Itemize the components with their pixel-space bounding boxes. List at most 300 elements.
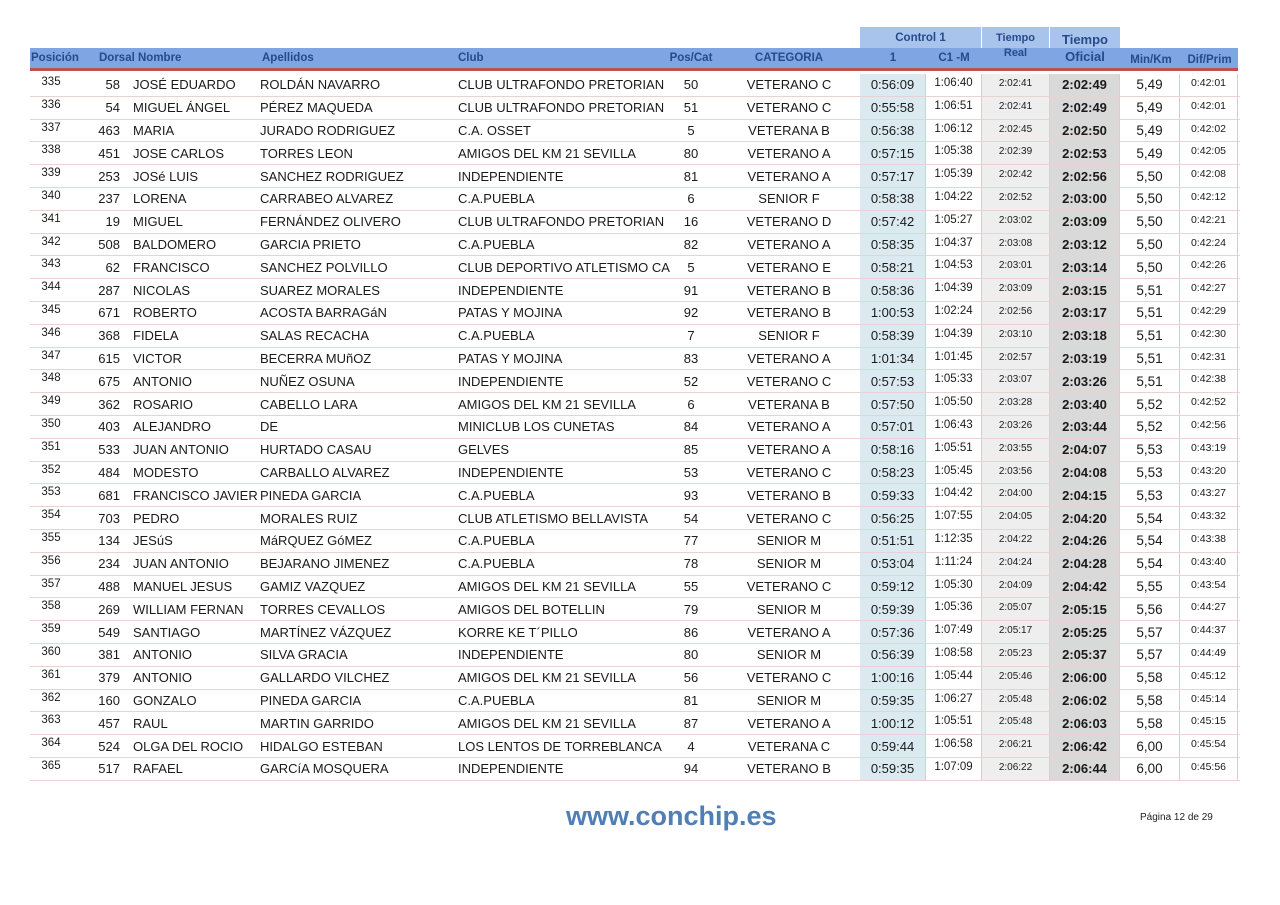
cell-dif-prim: 0:42:30: [1180, 325, 1238, 347]
cell-dorsal: 484: [98, 464, 120, 480]
cell-tiempo-oficial: 2:03:18: [1050, 325, 1120, 347]
cell-apellidos: MARTÍNEZ VÁZQUEZ: [260, 624, 392, 640]
cell-dif-prim: 0:42:21: [1180, 211, 1238, 233]
cell-dorsal: 463: [98, 122, 120, 138]
cell-c1m: 1:05:39: [926, 165, 982, 187]
cell-dorsal: 134: [98, 533, 120, 549]
cell-c1m: 1:05:36: [926, 598, 982, 620]
cell-control1: 0:56:09: [860, 74, 926, 96]
cell-tiempo-oficial: 2:06:42: [1050, 735, 1120, 757]
cell-tiempo-oficial: 2:06:02: [1050, 690, 1120, 712]
cell-control1: 0:58:23: [860, 462, 926, 484]
cell-dif-prim: 0:45:15: [1180, 712, 1238, 734]
cell-categoria: VETERANO A: [747, 168, 831, 184]
table-row: [30, 644, 1240, 667]
cell-apellidos: ROLDÁN NAVARRO: [260, 77, 381, 93]
cell-categoria: VETERANO A: [747, 624, 831, 640]
cell-c1m: 1:05:38: [926, 142, 982, 164]
cell-dorsal: 62: [105, 259, 120, 275]
cell-dif-prim: 0:44:37: [1180, 621, 1238, 643]
cell-min-km: 5,53: [1120, 462, 1180, 484]
tiempo-oficial-line1: Tiempo: [1062, 32, 1108, 47]
table-row: [30, 302, 1240, 325]
cell-nombre: RAUL: [133, 715, 168, 731]
cell-posicion: 347: [41, 349, 61, 362]
cell-club: CLUB ULTRAFONDO PRETORIAN: [458, 77, 665, 93]
cell-club: C.A.PUEBLA: [458, 191, 535, 207]
cell-posicion: 336: [41, 98, 61, 111]
column-header-min-km: Min/Km: [1130, 54, 1172, 66]
cell-dorsal: 362: [98, 396, 120, 412]
cell-apellidos: GARCIA PRIETO: [260, 236, 361, 252]
table-row: [30, 690, 1240, 713]
cell-posicion: 357: [41, 577, 61, 590]
cell-tiempo-oficial: 2:03:09: [1050, 211, 1120, 233]
cell-control1: 0:59:35: [860, 690, 926, 712]
cell-tiempo-oficial: 2:06:03: [1050, 712, 1120, 734]
cell-pos-cat: 5: [687, 259, 695, 275]
cell-club: INDEPENDIENTE: [458, 647, 564, 663]
cell-pos-cat: 16: [683, 214, 699, 230]
cell-pos-cat: 7: [687, 328, 695, 344]
cell-nombre: JUAN ANTONIO: [133, 556, 229, 572]
cell-pos-cat: 80: [683, 145, 699, 161]
cell-posicion: 351: [41, 440, 61, 453]
cell-club: CLUB ULTRAFONDO PRETORIAN: [458, 100, 665, 116]
cell-control1: 1:00:12: [860, 712, 926, 734]
cell-club: INDEPENDIENTE: [458, 373, 564, 389]
cell-control1: 0:57:01: [860, 416, 926, 438]
table-row: [30, 188, 1240, 211]
footer-website-link[interactable]: www.conchip.es: [566, 801, 777, 831]
cell-c1m: 1:05:27: [926, 211, 982, 233]
cell-nombre: PEDRO: [133, 510, 180, 526]
cell-pos-cat: 54: [683, 510, 699, 526]
cell-pos-cat: 6: [687, 396, 695, 412]
cell-dif-prim: 0:42:26: [1180, 256, 1238, 278]
cell-nombre: BALDOMERO: [133, 236, 217, 252]
cell-c1m: 1:08:58: [926, 644, 982, 666]
cell-c1m: 1:07:55: [926, 507, 982, 529]
cell-min-km: 5,53: [1120, 439, 1180, 461]
cell-dif-prim: 0:42:29: [1180, 302, 1238, 324]
cell-apellidos: HURTADO CASAU: [260, 442, 372, 458]
cell-nombre: ANTONIO: [133, 373, 192, 389]
cell-pos-cat: 4: [687, 738, 695, 754]
cell-tiempo-real: 2:05:48: [982, 712, 1050, 734]
cell-min-km: 5,57: [1120, 621, 1180, 643]
cell-categoria: VETERANO B: [747, 761, 831, 777]
cell-categoria: SENIOR M: [756, 647, 822, 663]
cell-categoria: VETERANO A: [747, 419, 831, 435]
cell-apellidos: SILVA GRACIA: [260, 647, 348, 663]
cell-tiempo-oficial: 2:05:15: [1050, 598, 1120, 620]
cell-min-km: 5,49: [1120, 142, 1180, 164]
cell-min-km: 5,49: [1120, 74, 1180, 96]
table-row: [30, 142, 1240, 165]
cell-c1m: 1:04:39: [926, 279, 982, 301]
cell-apellidos: FERNÁNDEZ OLIVERO: [260, 214, 401, 230]
cell-nombre: JESúS: [133, 533, 173, 549]
cell-dif-prim: 0:42:08: [1180, 165, 1238, 187]
table-row: [30, 279, 1240, 302]
table-row: [30, 735, 1240, 758]
cell-pos-cat: 80: [683, 647, 699, 663]
cell-apellidos: MáRQUEZ GóMEZ: [260, 533, 372, 549]
cell-pos-cat: 53: [683, 464, 699, 480]
cell-club: INDEPENDIENTE: [458, 464, 564, 480]
cell-nombre: JOSÉ EDUARDO: [133, 77, 236, 93]
tiempo-real-line2: Real: [1003, 47, 1028, 59]
cell-tiempo-real: 2:02:45: [982, 120, 1050, 142]
cell-nombre: SANTIAGO: [133, 624, 201, 640]
cell-min-km: 5,54: [1120, 553, 1180, 575]
cell-dorsal: 368: [98, 328, 120, 344]
table-row: [30, 234, 1240, 257]
cell-min-km: 5,56: [1120, 598, 1180, 620]
column-header-tiempo-real: [982, 27, 1049, 69]
cell-pos-cat: 93: [683, 487, 699, 503]
cell-apellidos: TORRES CEVALLOS: [260, 601, 386, 617]
cell-tiempo-oficial: 2:04:08: [1050, 462, 1120, 484]
cell-pos-cat: 55: [683, 578, 699, 594]
cell-tiempo-real: 2:05:17: [982, 621, 1050, 643]
cell-apellidos: SANCHEZ RODRIGUEZ: [260, 168, 404, 184]
table-row: [30, 348, 1240, 371]
cell-posicion: 335: [41, 76, 61, 88]
cell-control1: 0:57:17: [860, 165, 926, 187]
cell-categoria: VETERANO C: [746, 464, 832, 480]
cell-club: GELVES: [458, 442, 510, 458]
cell-categoria: VETERANA B: [748, 122, 830, 138]
cell-apellidos: SANCHEZ POLVILLO: [260, 259, 388, 275]
column-header-posicion: Posición: [31, 52, 79, 64]
cell-min-km: 5,50: [1120, 256, 1180, 278]
cell-c1m: 1:05:50: [926, 393, 982, 415]
cell-posicion: 365: [41, 759, 61, 772]
cell-dif-prim: 0:42:31: [1180, 348, 1238, 370]
cell-categoria: VETERANO A: [747, 236, 831, 252]
cell-dif-prim: 0:42:01: [1180, 74, 1238, 96]
table-row: [30, 120, 1240, 143]
cell-tiempo-real: 2:04:00: [982, 484, 1050, 506]
table-row: [30, 370, 1240, 393]
cell-categoria: VETERANO E: [747, 259, 831, 275]
cell-dif-prim: 0:43:54: [1180, 576, 1238, 598]
cell-tiempo-real: 2:02:56: [982, 302, 1050, 324]
cell-dif-prim: 0:45:14: [1180, 690, 1238, 712]
cell-club: C.A.PUEBLA: [458, 328, 535, 344]
cell-pos-cat: 77: [683, 533, 699, 549]
table-row: [30, 712, 1240, 735]
cell-tiempo-oficial: 2:02:56: [1050, 165, 1120, 187]
table-row: [30, 507, 1240, 530]
cell-pos-cat: 79: [683, 601, 699, 617]
cell-club: CLUB ULTRAFONDO PRETORIAN: [458, 214, 665, 230]
cell-c1m: 1:07:49: [926, 621, 982, 643]
cell-apellidos: HIDALGO ESTEBAN: [260, 738, 383, 754]
cell-c1m: 1:05:51: [926, 439, 982, 461]
table-row: [30, 74, 1240, 97]
column-header-tiempo-oficial: [1050, 27, 1120, 69]
cell-control1: 0:58:36: [860, 279, 926, 301]
cell-control1: 0:58:16: [860, 439, 926, 461]
cell-posicion: 349: [41, 395, 61, 408]
cell-tiempo-oficial: 2:03:26: [1050, 370, 1120, 392]
table-row: [30, 97, 1240, 120]
cell-tiempo-real: 2:02:39: [982, 142, 1050, 164]
cell-tiempo-oficial: 2:06:00: [1050, 667, 1120, 689]
cell-tiempo-real: 2:03:55: [982, 439, 1050, 461]
cell-club: AMIGOS DEL KM 21 SEVILLA: [458, 578, 636, 594]
cell-c1m: 1:04:22: [926, 188, 982, 210]
cell-dif-prim: 0:42:02: [1180, 120, 1238, 142]
cell-posicion: 359: [41, 623, 61, 636]
cell-nombre: ROBERTO: [133, 305, 197, 321]
cell-categoria: VETERANO C: [746, 100, 832, 116]
cell-dif-prim: 0:43:38: [1180, 530, 1238, 552]
cell-apellidos: SALAS RECACHA: [260, 328, 370, 344]
cell-c1m: 1:04:42: [926, 484, 982, 506]
cell-dif-prim: 0:42:01: [1180, 97, 1238, 119]
cell-apellidos: DE: [260, 419, 279, 435]
column-header-control1: 1: [889, 52, 897, 64]
cell-categoria: SENIOR M: [756, 556, 822, 572]
cell-dorsal: 19: [105, 214, 120, 230]
cell-dif-prim: 0:44:27: [1180, 598, 1238, 620]
cell-pos-cat: 87: [683, 715, 699, 731]
cell-pos-cat: 82: [683, 236, 699, 252]
cell-c1m: 1:12:35: [926, 530, 982, 552]
cell-tiempo-real: 2:03:08: [982, 234, 1050, 256]
cell-apellidos: ACOSTA BARRAGáN: [260, 305, 387, 321]
cell-nombre: ANTONIO: [133, 670, 192, 686]
cell-dorsal: 381: [98, 647, 120, 663]
cell-dorsal: 549: [98, 624, 120, 640]
cell-tiempo-real: 2:03:07: [982, 370, 1050, 392]
cell-dorsal: 253: [98, 168, 120, 184]
table-row: [30, 576, 1240, 599]
cell-categoria: SENIOR M: [756, 601, 822, 617]
cell-tiempo-oficial: 2:03:00: [1050, 188, 1120, 210]
cell-categoria: VETERANO A: [747, 715, 831, 731]
cell-dorsal: 54: [105, 100, 120, 116]
cell-dif-prim: 0:45:12: [1180, 667, 1238, 689]
cell-categoria: VETERANO C: [746, 77, 832, 93]
cell-tiempo-oficial: 2:05:37: [1050, 644, 1120, 666]
cell-control1: 0:56:25: [860, 507, 926, 529]
cell-pos-cat: 50: [683, 77, 699, 93]
cell-tiempo-real: 2:02:42: [982, 165, 1050, 187]
cell-pos-cat: 92: [683, 305, 699, 321]
cell-club: C.A.PUEBLA: [458, 556, 535, 572]
cell-categoria: VETERANO B: [747, 282, 831, 298]
cell-tiempo-real: 2:02:41: [982, 74, 1050, 96]
cell-posicion: 363: [41, 714, 61, 727]
table-row: [30, 667, 1240, 690]
cell-dif-prim: 0:45:54: [1180, 735, 1238, 757]
cell-categoria: VETERANO B: [747, 487, 831, 503]
cell-posicion: 342: [41, 235, 61, 248]
cell-dorsal: 703: [98, 510, 120, 526]
cell-tiempo-real: 2:05:48: [982, 690, 1050, 712]
table-row: [30, 462, 1240, 485]
cell-nombre: VICTOR: [133, 350, 182, 366]
cell-dif-prim: 0:42:24: [1180, 234, 1238, 256]
cell-posicion: 346: [41, 326, 61, 339]
cell-apellidos: GALLARDO VILCHEZ: [260, 670, 390, 686]
cell-tiempo-oficial: 2:04:28: [1050, 553, 1120, 575]
cell-tiempo-oficial: 2:06:44: [1050, 758, 1120, 780]
cell-tiempo-real: 2:03:26: [982, 416, 1050, 438]
cell-categoria: SENIOR M: [756, 692, 822, 708]
cell-dif-prim: 0:43:32: [1180, 507, 1238, 529]
cell-min-km: 5,50: [1120, 234, 1180, 256]
cell-control1: 0:51:51: [860, 530, 926, 552]
cell-apellidos: CABELLO LARA: [260, 396, 358, 412]
column-header-categoria: CATEGORIA: [754, 52, 824, 64]
cell-posicion: 355: [41, 531, 61, 544]
cell-categoria: VETERANO D: [746, 214, 832, 230]
cell-dorsal: 457: [98, 715, 120, 731]
table-row: [30, 530, 1240, 553]
cell-dorsal: 488: [98, 578, 120, 594]
cell-nombre: MIGUEL ÁNGEL: [133, 100, 231, 116]
cell-tiempo-real: 2:04:22: [982, 530, 1050, 552]
cell-apellidos: BECERRA MUñOZ: [260, 350, 372, 366]
cell-nombre: RAFAEL: [133, 761, 183, 777]
cell-dorsal: 671: [98, 305, 120, 321]
cell-tiempo-real: 2:02:57: [982, 348, 1050, 370]
cell-c1m: 1:06:27: [926, 690, 982, 712]
cell-c1m: 1:06:58: [926, 735, 982, 757]
cell-dorsal: 160: [98, 692, 120, 708]
cell-categoria: VETERANO B: [747, 305, 831, 321]
cell-club: C.A.PUEBLA: [458, 487, 535, 503]
cell-nombre: MANUEL JESUS: [133, 578, 233, 594]
cell-min-km: 5,51: [1120, 302, 1180, 324]
cell-club: LOS LENTOS DE TORREBLANCA: [458, 738, 662, 754]
cell-tiempo-oficial: 2:03:40: [1050, 393, 1120, 415]
cell-nombre: JOSE CARLOS: [133, 145, 225, 161]
cell-dif-prim: 0:44:49: [1180, 644, 1238, 666]
cell-dorsal: 533: [98, 442, 120, 458]
cell-tiempo-real: 2:03:01: [982, 256, 1050, 278]
cell-min-km: 5,50: [1120, 211, 1180, 233]
cell-dif-prim: 0:45:56: [1180, 758, 1238, 780]
cell-min-km: 5,53: [1120, 484, 1180, 506]
cell-nombre: FRANCISCO: [133, 259, 210, 275]
results-table: [30, 74, 1240, 781]
cell-pos-cat: 6: [687, 191, 695, 207]
cell-posicion: 358: [41, 600, 61, 613]
cell-tiempo-real: 2:03:02: [982, 211, 1050, 233]
cell-club: CLUB ATLETISMO BELLAVISTA: [458, 510, 649, 526]
cell-tiempo-oficial: 2:02:49: [1050, 97, 1120, 119]
cell-categoria: VETERANO A: [747, 145, 831, 161]
cell-club: AMIGOS DEL KM 21 SEVILLA: [458, 396, 636, 412]
table-row: [30, 211, 1240, 234]
cell-apellidos: PINEDA GARCIA: [260, 487, 362, 503]
cell-nombre: GONZALO: [133, 692, 197, 708]
table-row: [30, 758, 1240, 781]
cell-c1m: 1:05:51: [926, 712, 982, 734]
cell-c1m: 1:11:24: [926, 553, 982, 575]
cell-tiempo-oficial: 2:03:17: [1050, 302, 1120, 324]
cell-min-km: 5,52: [1120, 416, 1180, 438]
cell-dorsal: 675: [98, 373, 120, 389]
cell-club: PATAS Y MOJINA: [458, 305, 563, 321]
table-row: [30, 621, 1240, 644]
cell-c1m: 1:06:43: [926, 416, 982, 438]
cell-club: AMIGOS DEL KM 21 SEVILLA: [458, 715, 636, 731]
cell-club: AMIGOS DEL KM 21 SEVILLA: [458, 145, 636, 161]
cell-nombre: JUAN ANTONIO: [133, 442, 229, 458]
cell-min-km: 5,49: [1120, 120, 1180, 142]
cell-categoria: SENIOR F: [758, 191, 820, 207]
cell-min-km: 5,51: [1120, 370, 1180, 392]
cell-club: CLUB DEPORTIVO ATLETISMO CA: [458, 259, 670, 275]
cell-c1m: 1:04:53: [926, 256, 982, 278]
cell-control1: 0:59:35: [860, 758, 926, 780]
cell-posicion: 350: [41, 417, 61, 430]
cell-dif-prim: 0:43:20: [1180, 462, 1238, 484]
cell-club: INDEPENDIENTE: [458, 761, 564, 777]
cell-club: C.A.PUEBLA: [458, 236, 535, 252]
cell-apellidos: NUÑEZ OSUNA: [260, 373, 355, 389]
cell-posicion: 348: [41, 372, 61, 385]
cell-tiempo-real: 2:04:09: [982, 576, 1050, 598]
cell-dorsal: 451: [98, 145, 120, 161]
cell-dorsal: 524: [98, 738, 120, 754]
cell-apellidos: GARCíA MOSQUERA: [260, 761, 389, 777]
cell-nombre: ALEJANDRO: [133, 419, 212, 435]
header-control1-group: [860, 27, 981, 49]
cell-control1: 0:59:33: [860, 484, 926, 506]
cell-tiempo-oficial: 2:04:20: [1050, 507, 1120, 529]
cell-control1: 0:58:38: [860, 188, 926, 210]
cell-min-km: 5,55: [1120, 576, 1180, 598]
cell-tiempo-real: 2:02:52: [982, 188, 1050, 210]
cell-apellidos: SUAREZ MORALES: [260, 282, 380, 298]
cell-categoria: VETERANO A: [747, 350, 831, 366]
cell-nombre: NICOLAS: [133, 282, 191, 298]
cell-c1m: 1:05:33: [926, 370, 982, 392]
cell-tiempo-real: 2:05:23: [982, 644, 1050, 666]
cell-pos-cat: 83: [683, 350, 699, 366]
cell-tiempo-oficial: 2:04:07: [1050, 439, 1120, 461]
cell-posicion: 345: [41, 303, 61, 316]
cell-min-km: 5,57: [1120, 644, 1180, 666]
cell-tiempo-real: 2:06:22: [982, 758, 1050, 780]
cell-apellidos: PÉREZ MAQUEDA: [260, 100, 373, 116]
cell-pos-cat: 81: [683, 168, 699, 184]
cell-posicion: 338: [41, 144, 61, 157]
cell-c1m: 1:04:39: [926, 325, 982, 347]
cell-c1m: 1:06:51: [926, 97, 982, 119]
cell-min-km: 5,51: [1120, 279, 1180, 301]
cell-nombre: ANTONIO: [133, 647, 192, 663]
cell-club: KORRE KE T´PILLO: [458, 624, 578, 640]
cell-tiempo-real: 2:04:24: [982, 553, 1050, 575]
cell-dorsal: 615: [98, 350, 120, 366]
cell-dorsal: 237: [98, 191, 120, 207]
cell-dorsal: 379: [98, 670, 120, 686]
cell-c1m: 1:06:40: [926, 74, 982, 96]
cell-control1: 1:00:16: [860, 667, 926, 689]
cell-pos-cat: 51: [683, 100, 699, 116]
cell-nombre: FIDELA: [133, 328, 179, 344]
